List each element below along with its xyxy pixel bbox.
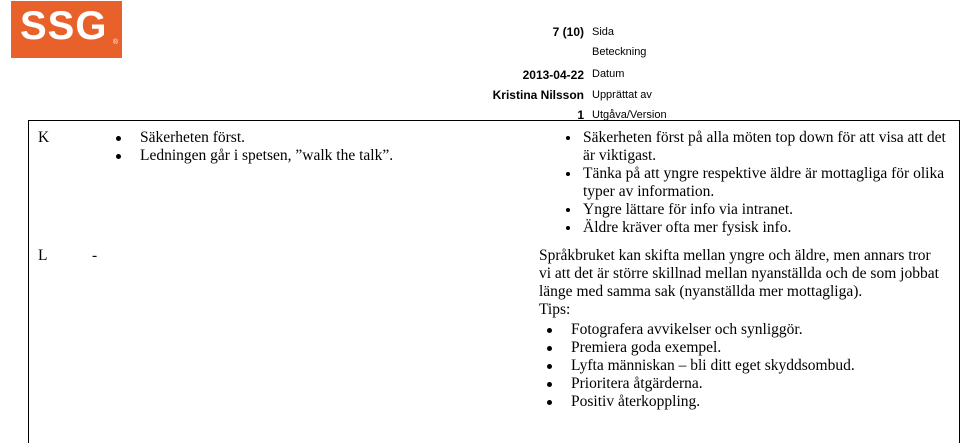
logo-text: SSG <box>20 4 108 48</box>
row-k-left-list <box>108 129 508 165</box>
author-label: Upprättat av <box>592 89 652 101</box>
row-letter-k: K <box>38 129 50 146</box>
row-l-right-content <box>539 247 939 411</box>
row-k-right-list <box>557 129 952 237</box>
row-l-left-text: - <box>92 247 98 264</box>
list-item: Premiera goda exempel. <box>539 339 939 357</box>
paragraph: Språkbruket kan skifta mellan yngre och äldre, men annars tror vi att det är större skillnad mellan nyanställda och de som jobbat länge med samma sak (nyanställda mer mottagliga). <box>539 247 939 300</box>
list-item: Yngre lättare för info via intranet. <box>557 201 952 219</box>
list-item: Positiv återkoppling. <box>539 393 939 411</box>
ssg-logo <box>11 1 122 58</box>
list-item: Säkerheten först på alla möten top down för att visa att det är viktigast. <box>557 129 952 165</box>
tips-label: Tips: <box>539 301 571 318</box>
list-item: Lyfta människan – bli ditt eget skyddsombud. <box>539 357 939 375</box>
row-letter-l: L <box>38 247 48 264</box>
list-item: Fotografera avvikelser och synliggör. <box>539 321 939 339</box>
page-label: Sida <box>592 26 615 38</box>
list-item: Tänka på att yngre respektive äldre är mottagliga för olika typer av information. <box>557 165 952 201</box>
designation-label: Beteckning <box>592 46 647 58</box>
list-item: Säkerheten först. <box>108 129 508 147</box>
date-label: Datum <box>592 68 625 80</box>
list-item: Äldre kräver ofta mer fysisk info. <box>557 219 952 237</box>
list-item: Ledningen går i spetsen, ”walk the talk”. <box>108 147 508 165</box>
version-label: Utgåva/Version <box>592 109 667 121</box>
author-value: Kristina Nilsson <box>492 88 584 102</box>
page-number: 7 (10) <box>552 25 584 39</box>
list-item: Prioritera åtgärderna. <box>539 375 939 393</box>
date-value: 2013-04-22 <box>522 68 584 82</box>
version-value: 1 <box>577 108 584 122</box>
registered-mark: ® <box>112 39 118 46</box>
